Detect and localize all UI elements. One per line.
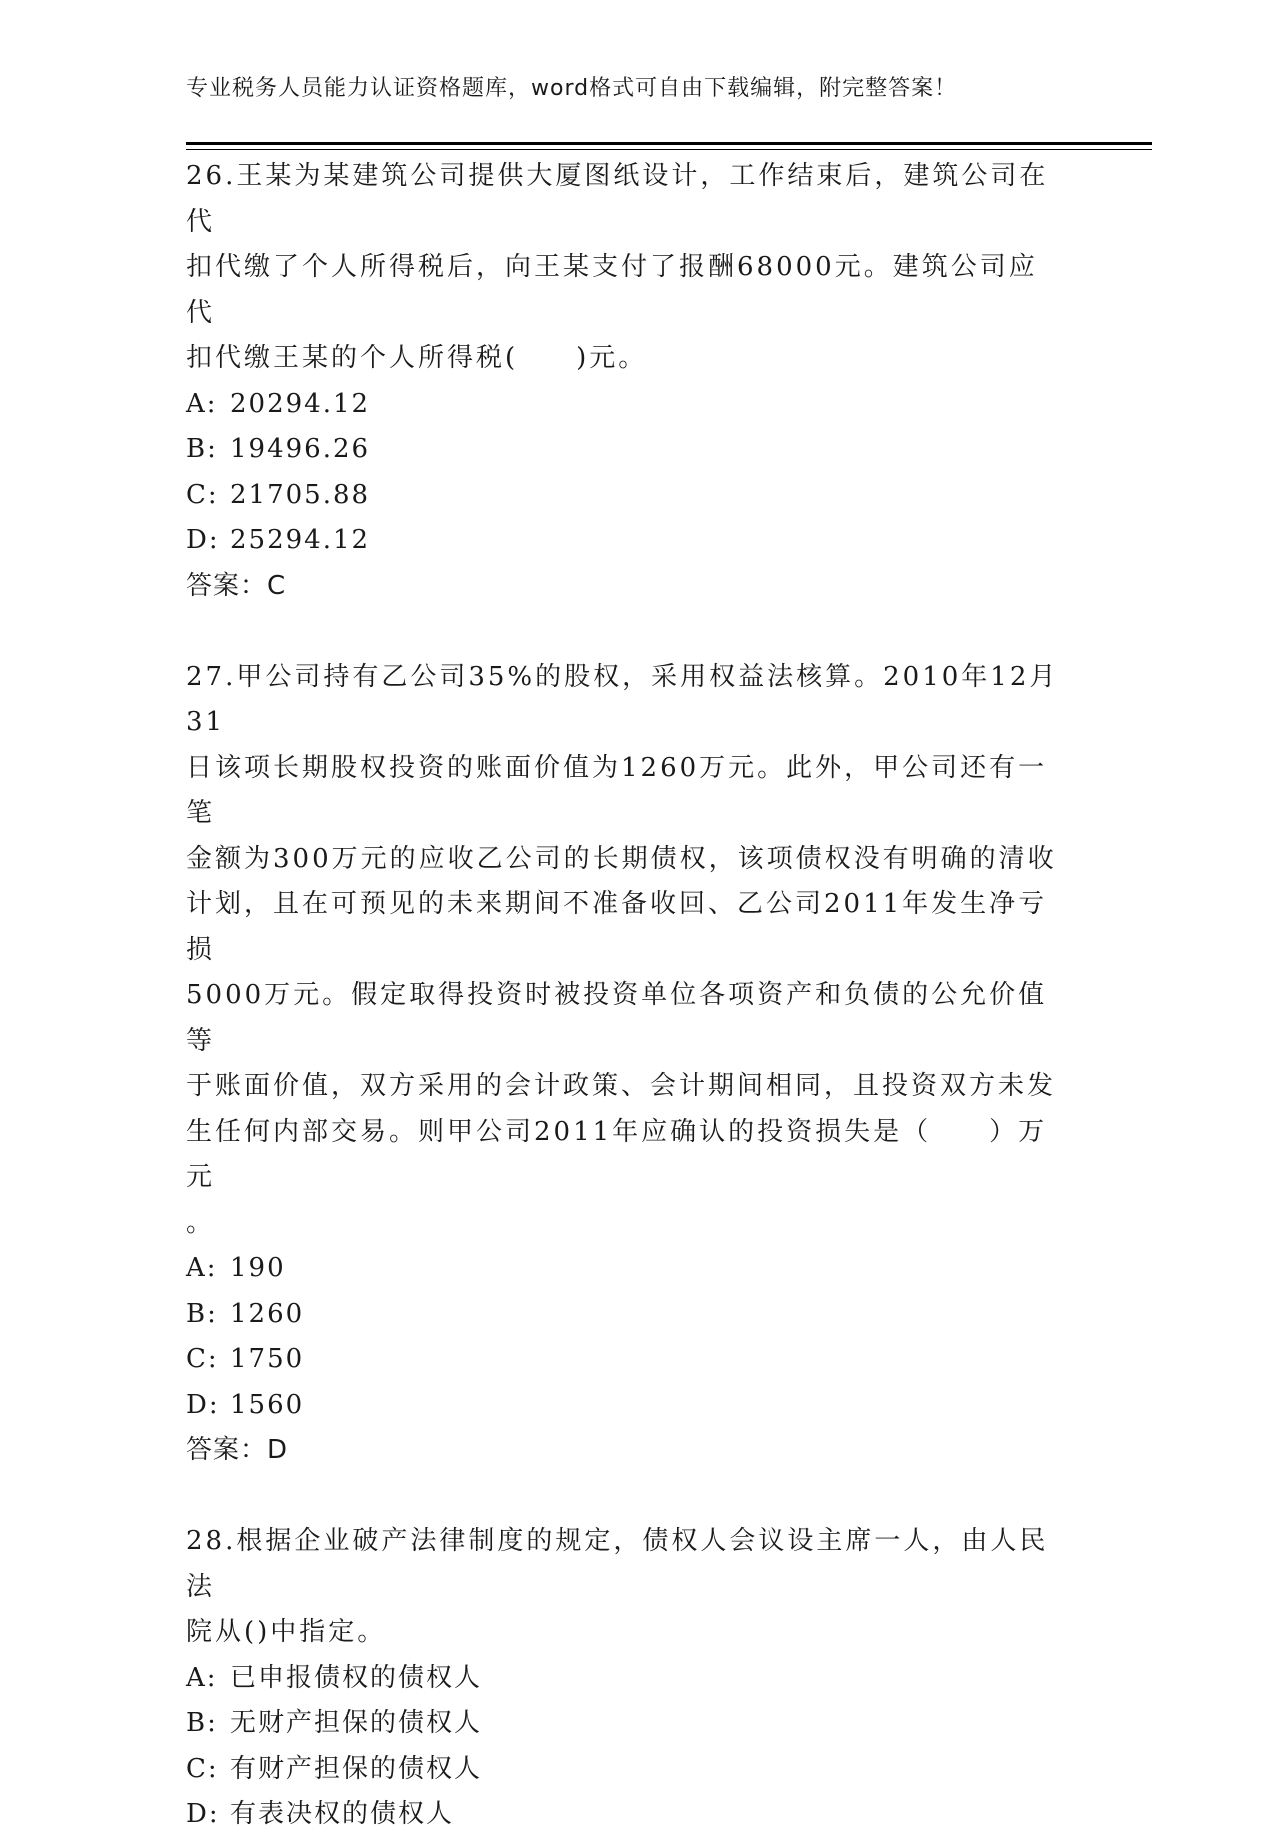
option-d: [186, 1383, 1066, 1429]
option-text: 1560: [230, 1389, 305, 1420]
option-c: [186, 1747, 1066, 1793]
option-label: D:: [186, 525, 220, 555]
answer-line: 答案：C: [186, 570, 287, 601]
option-label: A:: [186, 1253, 218, 1283]
header-rule-thick: [186, 142, 1152, 145]
option-text: 19496.26: [230, 434, 371, 464]
option-a: [186, 1656, 1066, 1702]
option-label: A:: [186, 1662, 218, 1693]
question-line: 计划，且在可预见的未来期间不准备收回、乙公司2011年发生净亏损: [186, 889, 1048, 965]
question-list: [186, 154, 1066, 1838]
question-27: [186, 655, 1066, 1474]
option-text: 1260: [230, 1298, 305, 1329]
option-a: [186, 382, 1066, 428]
question-line: 院从()中指定。: [186, 1617, 387, 1647]
option-text: 20294.12: [230, 388, 371, 419]
question-line: 于账面价值，双方采用的会计政策、会计期间相同，且投资双方未发: [186, 1071, 1057, 1101]
option-b: [186, 1701, 1066, 1747]
question-line: 日该项长期股权投资的账面价值为1260万元。此外，甲公司还有一笔: [186, 752, 1048, 828]
option-label: B:: [186, 434, 218, 464]
question-line: 27.甲公司持有乙公司35%的股权，采用权益法核算。2010年12月31: [186, 661, 1059, 737]
question-line: 28.根据企业破产法律制度的规定，债权人会议设主席一人，由人民法: [186, 1526, 1049, 1602]
option-text: 1750: [230, 1344, 305, 1374]
option-label: D:: [186, 1799, 220, 1829]
option-label: C:: [186, 479, 219, 510]
question-line: 26.王某为某建筑公司提供大厦图纸设计，工作结束后，建筑公司在代: [186, 161, 1049, 237]
option-text: 有财产担保的债权人: [230, 1753, 483, 1784]
option-b: [186, 427, 1066, 473]
question-line: 扣代缴王某的个人所得税( )元。: [186, 343, 648, 373]
option-d: [186, 518, 1066, 564]
option-b: [186, 1292, 1066, 1338]
option-c: [186, 1337, 1066, 1383]
option-label: C:: [186, 1753, 219, 1784]
option-text: 无财产担保的债权人: [230, 1708, 483, 1738]
option-text: 已申报债权的债权人: [230, 1662, 483, 1693]
header-rule-thin: [186, 149, 1152, 150]
option-text: 有表决权的债权人: [230, 1799, 455, 1829]
question-26: [186, 154, 1066, 609]
question-line: 。: [186, 1207, 216, 1238]
option-label: B:: [186, 1298, 218, 1329]
option-text: 21705.88: [230, 479, 371, 510]
question-line: 金额为300万元的应收乙公司的长期债权，该项债权没有明确的清收: [186, 843, 1057, 874]
option-label: D:: [186, 1389, 220, 1420]
answer-line: 答案：D: [186, 1435, 289, 1465]
option-a: [186, 1246, 1066, 1292]
spacer: [186, 1474, 1066, 1520]
option-text: 190: [230, 1253, 286, 1283]
option-d: [186, 1792, 1066, 1838]
option-label: C:: [186, 1344, 219, 1374]
question-line: 生任何内部交易。则甲公司2011年应确认的投资损失是（ ）万元: [186, 1116, 1048, 1192]
option-text: 25294.12: [230, 525, 371, 555]
question-line: 5000万元。假定取得投资时被投资单位各项资产和负债的公允价值等: [186, 980, 1048, 1056]
option-label: B:: [186, 1708, 218, 1738]
option-c: [186, 473, 1066, 519]
question-28: [186, 1519, 1066, 1838]
page-header: 专业税务人员能力认证资格题库，word格式可自由下载编辑，附完整答案！: [186, 76, 958, 101]
spacer: [186, 609, 1066, 655]
question-line: 扣代缴了个人所得税后，向王某支付了报酬68000元。建筑公司应代: [186, 252, 1038, 328]
option-label: A:: [186, 388, 218, 419]
